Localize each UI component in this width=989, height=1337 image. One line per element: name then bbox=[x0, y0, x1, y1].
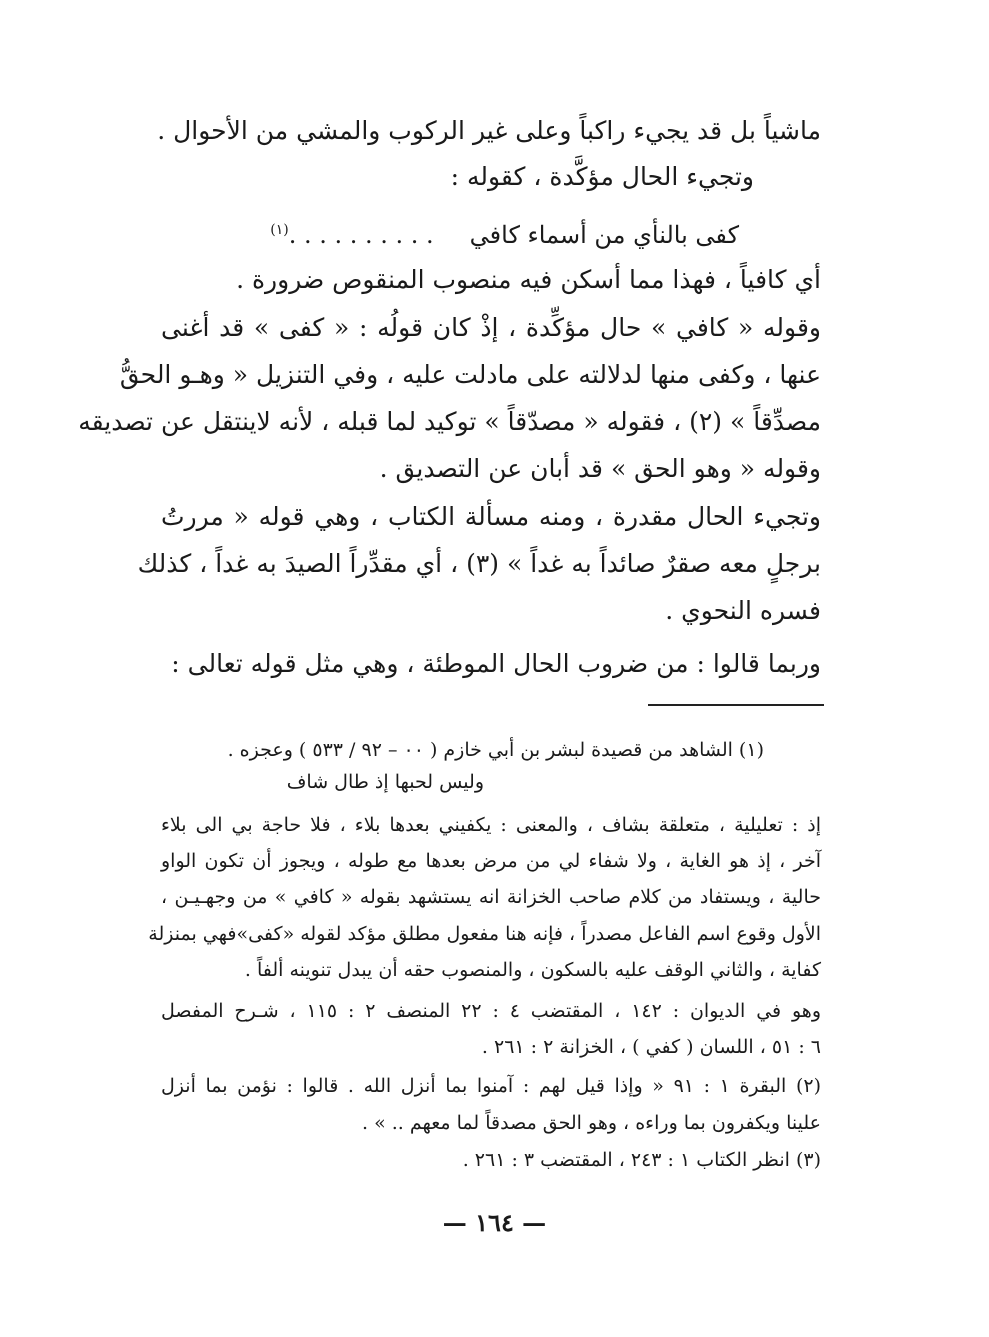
footnote-1-line-4: آخر ، إذ هو الغاية ، ولا شفاء لي من مرض بعدها مع طوله ، ويجوز أن تكون الواو bbox=[161, 850, 821, 872]
footnote-1-head: (١) الشاهد من قصيدة لبشر بن أبي خازم ( ٠٠ – ٩٢ / ٥٣٣ ) وعجزه . bbox=[227, 739, 764, 761]
main-line-9: برجلٍ معه صقرٌ صائداً به غداً » (٣) ، أي مقدِّراً الصيدَ به غداً ، كذلك bbox=[137, 549, 821, 578]
main-line-5: عنها ، وكفى منها لدلالته على مادلت عليه ، وفي التنزيل « وهـو الحقُّ bbox=[119, 360, 821, 389]
footnote-1-line-9: ٦ : ٥١ ، اللسان ( كفي ) ، الخزانة ٢ : ٢٦١ . bbox=[481, 1036, 821, 1058]
footnote-2-line-1: (٢) البقرة ١ : ٩١ « وإذا قيل لهم : آمنوا بما أنزل الله . قالوا : نؤمن بما أنزل bbox=[161, 1075, 822, 1097]
main-line-2: وتجيء الحال مؤكَّدة ، كقوله : bbox=[450, 162, 754, 191]
main-line-4: وقوله « كافي » حال مؤكِّدة ، إذْ كان قولُه : « كفى » قد أغنى bbox=[161, 313, 821, 342]
main-line-8: وتجيء الحال مقدرة ، ومنه مسألة الكتاب ، وهي قوله « مررتُ bbox=[161, 502, 821, 531]
footnote-1-line-7: كفاية ، والثاني الوقف عليه بالسكون ، والمنصوب حقه أن يبدل تنوينه ألفاً . bbox=[244, 959, 821, 981]
footnote-1-line-5: حالية ، ويستفاد من كلام صاحب الخزانة انه يستشهد بقوله « كافي » من وجهـيـن ، bbox=[161, 886, 821, 908]
page-number: — ١٦٤ — bbox=[442, 1208, 547, 1237]
verse-dots: . . . . . . . . . . bbox=[288, 221, 434, 249]
footnote-1-verse: وليس لحبها إذ طال شاف bbox=[286, 771, 484, 793]
footnote-1-line-8: وهو في الديوان : ١٤٢ ، المقتضب ٤ : ٢٢ المنصف ٢ : ١١٥ ، شـرح المفصل bbox=[161, 1000, 822, 1022]
verse-text: كفى بالنأي من أسماء كافي bbox=[469, 221, 739, 249]
main-line-7: وقوله « وهو الحق » قد أبان عن التصديق . bbox=[379, 454, 821, 483]
main-line-1: ماشياً بل قد يجيء راكباً وعلى غير الركوب والمشي من الأحوال . bbox=[157, 116, 821, 145]
footnote-separator bbox=[648, 704, 824, 706]
main-line-10: فسره النحوي . bbox=[665, 596, 821, 625]
footnote-2-line-2: علينا ويكفرون بما وراءه ، وهو الحق مصدقاً لما معهم .. » . bbox=[362, 1112, 821, 1134]
main-line-6: مصدِّقاً » (٢) ، فقوله « مصدّقاً » توكيد لما قبله ، لأنه لاينتقل عن تصديقه bbox=[78, 407, 821, 436]
main-line-3: أي كافياً ، فهذا مما أسكن فيه منصوب المنقوص ضرورة . bbox=[236, 265, 821, 294]
footnote-1-line-6: الأول وقوع اسم الفاعل مصدراً ، فإنه هنا مفعول مطلق مؤكد لقوله «كفى»فهي بمنزلة bbox=[148, 923, 821, 945]
footnote-1-line-3: إذ : تعليلية ، متعلقة بشاف ، والمعنى : يكفيني بعدها بلاء ، فلا حاجة بي الى بلاء bbox=[161, 814, 821, 836]
main-line-11: وربما قالوا : من ضروب الحال الموطئة ، وهي مثل قوله تعالى : bbox=[171, 649, 821, 678]
verse-line bbox=[270, 213, 739, 252]
footnote-3: (٣) انظر الكتاب ١ : ٢٤٣ ، المقتضب ٣ : ٢٦١ . bbox=[462, 1149, 821, 1171]
verse-footnote-marker: (١) bbox=[270, 222, 289, 238]
